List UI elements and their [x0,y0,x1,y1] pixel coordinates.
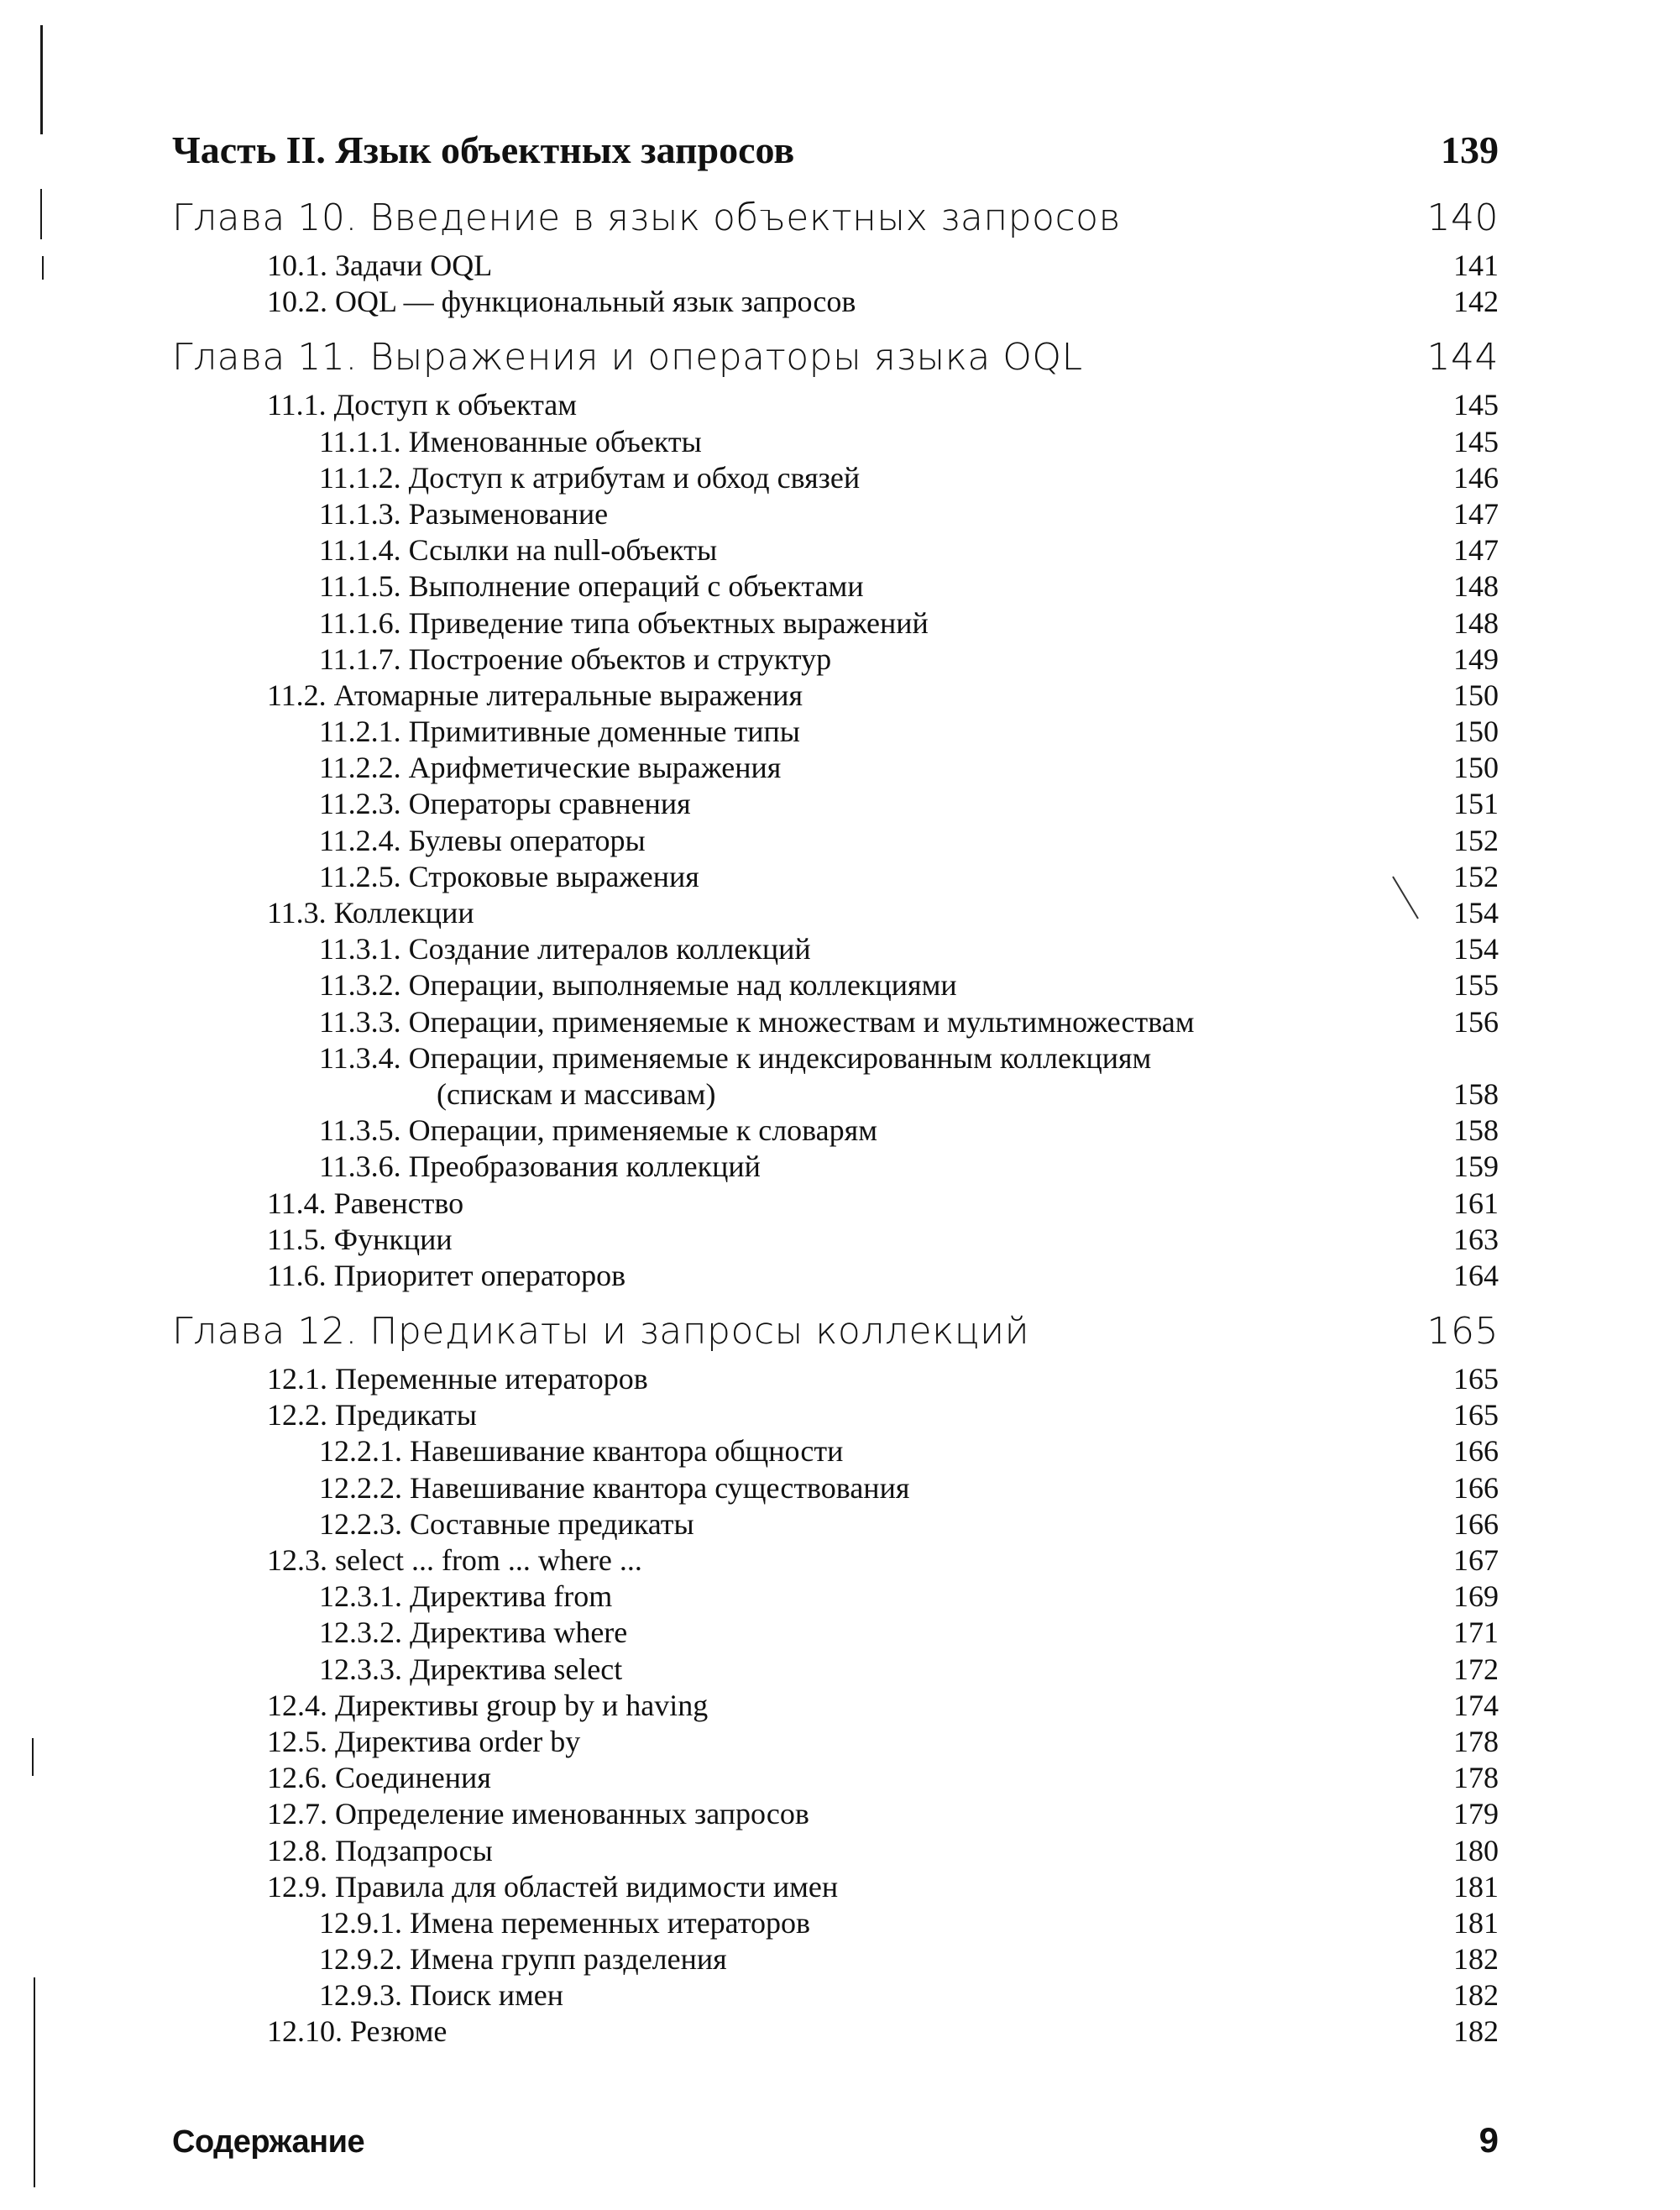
toc-subsection-entry [172,1506,1499,1542]
entry-title: 10.1. Задачи OQL [267,249,493,282]
entry-title: 11.3.3. Операции, применяемые к множествам и мультимножествам [319,1004,1195,1039]
entry-page: 152 [1453,859,1499,893]
entry-page: 158 [1453,1113,1499,1148]
toc-subsection-entry [172,967,1499,1003]
entry-title: 11.1.4. Ссылки на null-объекты [319,533,718,568]
entry-title: 12.9.1. Имена переменных итераторов [319,1905,810,1940]
entry-title: 11.1.6. Приведение типа объектных выражений [319,605,929,640]
chapter-title: Глава 11. Выражения и операторы языка OQL [172,336,1083,380]
entry-page: 182 [1453,2014,1499,2049]
entry-page: 167 [1453,1543,1499,1578]
entry-page: 156 [1453,1004,1499,1039]
toc-subsection-entry [172,1470,1499,1506]
entry-page: 142 [1453,285,1499,319]
entry-page: 169 [1453,1579,1499,1614]
entry-title: 11.6. Приоритет операторов [267,1258,626,1292]
entry-title: 11.3.6. Преобразования коллекций [319,1150,761,1184]
entry-title: 12.2.2. Навешивание квантора существования [319,1470,910,1505]
toc-section-entry [172,1760,1499,1796]
entry-page: 159 [1453,1150,1499,1184]
entry-title: 11.3.4. Операции, применяемые к индексированным коллекциям [319,1040,1152,1075]
entry-page: 165 [1453,1398,1499,1432]
entry-page: 146 [1453,460,1499,495]
entry-page: 150 [1453,751,1499,785]
entry-page: 149 [1453,642,1499,676]
toc-section-entry [172,1724,1499,1760]
entry-title: 12.8. Подзапросы [267,1833,493,1867]
toc-subsection-entry [172,1149,1499,1185]
entry-title: 12.9.2. Имена групп разделения [319,1942,727,1977]
toc-section-entry [172,1688,1499,1724]
entry-title: 11.2. Атомарные литеральные выражения [267,678,803,712]
toc-subsection-entry [172,823,1499,859]
toc-section-entry [172,248,1499,284]
entry-page: 151 [1453,787,1499,821]
chapter-heading [172,328,1499,387]
toc-subsection-entry [172,1433,1499,1469]
entry-page: 182 [1453,1978,1499,2013]
toc-subsection-entry [172,931,1499,967]
toc-section-entry [172,1869,1499,1905]
entry-page: 166 [1453,1470,1499,1505]
entry-title: 12.9.3. Поиск имен [319,1978,564,2013]
entry-page: 155 [1453,968,1499,1003]
toc-subsection-entry [172,1579,1499,1615]
entry-page: 163 [1453,1222,1499,1256]
entry-page: 161 [1453,1186,1499,1220]
entry-title: 12.7. Определение именованных запросов [267,1797,809,1831]
toc-subsection-entry [172,1905,1499,1941]
entry-title: 11.1.1. Именованные объекты [319,424,702,458]
footer-page-number: 9 [1479,2120,1499,2160]
entry-title: 12.1. Переменные итераторов [267,1362,648,1396]
toc-section-entry [172,1186,1499,1222]
entry-page: 154 [1453,932,1499,966]
toc-section-entry [172,1542,1499,1579]
entry-page: 171 [1453,1616,1499,1650]
entry-title: 12.9. Правила для областей видимости имен [267,1869,839,1904]
entry-title: 11.3.1. Создание литералов коллекций [319,932,811,966]
toc-section-entry [172,2014,1499,2050]
entry-title: 12.3.1. Директива from [319,1579,613,1614]
entry-title: 12.2.3. Составные предикаты [319,1506,694,1541]
toc-section-entry [172,387,1499,423]
toc-section-entry [172,284,1499,320]
chapter-page: 140 [1426,196,1499,239]
entry-title: 11.4. Равенство [267,1186,464,1220]
chapter-heading [172,189,1499,248]
table-of-contents [172,189,1499,2050]
toc-subsection-entry [172,859,1499,895]
entry-page: 154 [1453,896,1499,930]
toc-subsection-entry [172,605,1499,642]
entry-title-continuation: (спискам и массивам) [437,1076,716,1111]
toc-section-entry [172,1361,1499,1397]
entry-title: 11.3. Коллекции [267,896,474,930]
toc-subsection-entry [172,532,1499,568]
entry-page: 148 [1453,569,1499,604]
entry-title: 11.2.1. Примитивные доменные типы [319,715,800,749]
entry-page: 158 [1453,1076,1499,1111]
scan-margin-line [34,1977,35,2187]
toc-subsection-entry [172,1113,1499,1149]
toc-subsection-entry [172,496,1499,532]
entry-page: 164 [1453,1258,1499,1292]
entry-title: 11.3.2. Операции, выполняемые над коллекциями [319,968,957,1003]
part-title: Часть II. Язык объектных запросов [172,128,795,171]
entry-title: 12.10. Резюме [267,2014,447,2049]
scan-margin-line [32,1738,34,1776]
entry-title: 11.2.2. Арифметические выражения [319,751,782,785]
entry-title: 12.2.1. Навешивание квантора общности [319,1434,844,1469]
entry-page: 147 [1453,496,1499,531]
chapter-page: 144 [1426,336,1499,380]
entry-page: 166 [1453,1506,1499,1541]
entry-title: 11.1.3. Разыменование [319,496,609,531]
toc-section-entry [172,1796,1499,1832]
entry-title: 12.3.3. Директива select [319,1652,623,1686]
toc-subsection-entry [172,1941,1499,1977]
toc-subsection-entry [172,714,1499,750]
scan-margin-line [42,256,44,280]
entry-title-block [319,1040,1151,1113]
entry-title: 11.1. Доступ к объектам [267,388,578,422]
entry-title: 12.3.2. Директива where [319,1616,628,1650]
toc-section-entry [172,1222,1499,1258]
scan-margin-line [40,189,42,239]
toc-subsection-entry [172,1040,1499,1113]
toc-section-entry [172,895,1499,931]
entry-page: 179 [1453,1797,1499,1831]
entry-title: 11.3.5. Операции, применяемые к словарям [319,1113,877,1148]
entry-page: 172 [1453,1652,1499,1686]
entry-title: 11.2.5. Строковые выражения [319,859,699,893]
entry-page: 148 [1453,605,1499,640]
entry-title: 11.1.5. Выполнение операций с объектами [319,569,864,604]
toc-section-entry [172,678,1499,714]
entry-title: 12.2. Предикаты [267,1398,477,1432]
entry-page: 181 [1453,1869,1499,1904]
part-page: 139 [1441,128,1499,171]
entry-title: 12.5. Директива order by [267,1724,581,1758]
entry-page: 181 [1453,1905,1499,1940]
entry-page: 150 [1453,715,1499,749]
toc-subsection-entry [172,786,1499,822]
entry-page: 152 [1453,823,1499,857]
entry-title: 11.2.3. Операторы сравнения [319,787,691,821]
toc-subsection-entry [172,1977,1499,2014]
entry-title: 12.4. Директивы group by и having [267,1688,709,1722]
entry-page: 165 [1453,1362,1499,1396]
entry-page: 178 [1453,1724,1499,1758]
toc-subsection-entry [172,424,1499,460]
toc-subsection-entry [172,750,1499,786]
entry-page: 147 [1453,533,1499,568]
entry-page: 141 [1453,249,1499,282]
entry-page: 145 [1453,424,1499,458]
entry-page: 166 [1453,1434,1499,1469]
toc-subsection-entry [172,1004,1499,1040]
toc-section-entry [172,1397,1499,1433]
entry-page: 145 [1453,388,1499,422]
entry-title: 11.5. Функции [267,1222,453,1256]
entry-title: 11.1.7. Построение объектов и структур [319,642,832,676]
entry-page: 150 [1453,678,1499,712]
entry-title: 12.3. select ... from ... where ... [267,1543,642,1578]
footer-title: Содержание [172,2124,365,2160]
scan-margin-line [40,25,43,134]
toc-section-entry [172,1258,1499,1294]
entry-title: 10.2. OQL — функциональный язык запросов [267,285,856,319]
entry-title: 12.6. Соединения [267,1761,491,1795]
toc-subsection-entry [172,642,1499,678]
entry-page: 178 [1453,1761,1499,1795]
chapter-page: 165 [1426,1310,1499,1354]
toc-subsection-entry [172,1652,1499,1688]
entry-title: 11.2.4. Булевы операторы [319,823,646,857]
entry-page: 180 [1453,1833,1499,1867]
entry-page: 182 [1453,1942,1499,1977]
toc-subsection-entry [172,460,1499,496]
part-heading [172,128,1499,186]
page-footer [172,2120,1499,2171]
entry-title: 11.1.2. Доступ к атрибутам и обход связей [319,460,861,495]
toc-subsection-entry [172,1615,1499,1651]
chapter-title: Глава 12. Предикаты и запросы коллекций [172,1310,1030,1354]
entry-page: 174 [1453,1688,1499,1722]
chapter-heading [172,1302,1499,1361]
chapter-title: Глава 10. Введение в язык объектных запросов [172,196,1121,239]
toc-subsection-entry [172,568,1499,605]
toc-section-entry [172,1833,1499,1869]
